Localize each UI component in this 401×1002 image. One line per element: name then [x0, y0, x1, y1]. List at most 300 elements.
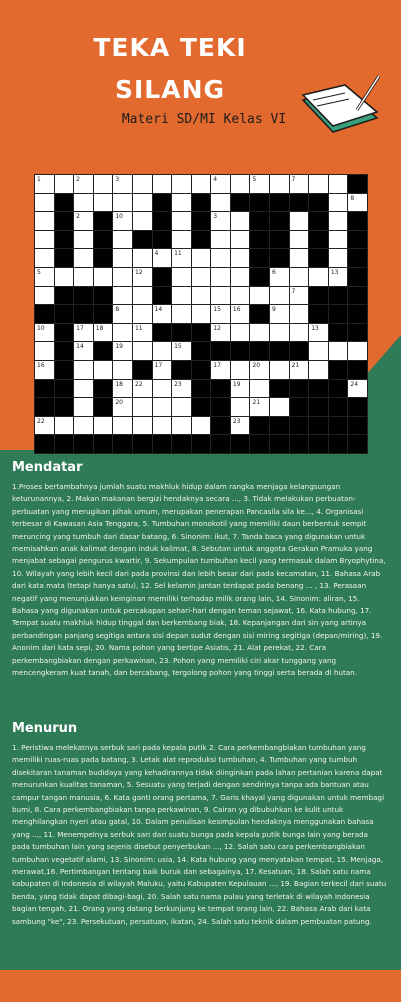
- grid-cell[interactable]: [249, 397, 270, 417]
- grid-cell-black: [54, 230, 75, 250]
- grid-cell[interactable]: [54, 174, 75, 194]
- grid-cell-black: [54, 341, 75, 361]
- clue-number: 16: [37, 362, 45, 369]
- clue-number: 21: [252, 399, 261, 407]
- grid-cell[interactable]: [210, 248, 231, 268]
- grid-cell-black: [93, 379, 114, 399]
- grid-cell[interactable]: [73, 341, 94, 361]
- grid-cell[interactable]: [249, 174, 270, 194]
- grid-cell[interactable]: [230, 304, 251, 324]
- grid-cell[interactable]: [73, 248, 94, 268]
- grid-cell-black: [249, 248, 270, 268]
- grid-cell-black: [347, 360, 368, 380]
- grid-cell-black: [152, 323, 173, 343]
- clue-number: 11: [134, 324, 143, 332]
- grid-cell[interactable]: [249, 360, 270, 380]
- grid-cell-black: [269, 230, 290, 250]
- grid-cell-black: [230, 193, 251, 213]
- grid-cell[interactable]: [289, 174, 310, 194]
- grid-cell-black: [328, 397, 349, 417]
- grid-cell[interactable]: [112, 379, 133, 399]
- grid-cell-black: [171, 360, 192, 380]
- grid-cell-black: [54, 379, 75, 399]
- grid-cell[interactable]: [289, 360, 310, 380]
- grid-cell[interactable]: [289, 304, 310, 324]
- grid-cell[interactable]: [210, 304, 231, 324]
- grid-cell[interactable]: [112, 248, 133, 268]
- grid-cell[interactable]: [73, 360, 94, 380]
- clue-number: 23: [232, 417, 241, 425]
- grid-cell-black: [289, 341, 310, 361]
- clue-number: 15: [213, 306, 221, 314]
- grid-cell[interactable]: [112, 323, 133, 343]
- grid-cell[interactable]: [132, 267, 153, 287]
- grid-cell[interactable]: [230, 286, 251, 306]
- grid-cell[interactable]: [34, 360, 55, 380]
- grid-cell-black: [308, 416, 329, 436]
- grid-cell-black: [328, 416, 349, 436]
- grid-cell-black: [347, 323, 368, 343]
- grid-cell-black: [249, 341, 270, 361]
- grid-cell-black: [347, 416, 368, 436]
- title-line-1: TEKA TEKI: [93, 33, 247, 62]
- grid-cell[interactable]: [93, 360, 114, 380]
- grid-cell-black: [93, 230, 114, 250]
- grid-cell[interactable]: [308, 341, 329, 361]
- grid-cell-black: [328, 304, 349, 324]
- clue-number: 17: [213, 362, 221, 369]
- clue-number: 4: [154, 250, 159, 258]
- grid-cell[interactable]: [152, 248, 173, 268]
- subtitle: Materi SD/MI Kelas VI: [121, 112, 287, 127]
- grid-cell[interactable]: [132, 323, 153, 343]
- grid-cell-black: [249, 434, 270, 454]
- grid-cell[interactable]: [171, 193, 192, 213]
- grid-cell[interactable]: [328, 193, 349, 213]
- grid-cell[interactable]: [191, 248, 212, 268]
- grid-cell-black: [171, 434, 192, 454]
- grid-cell-black: [269, 211, 290, 231]
- grid-cell-black: [308, 193, 329, 213]
- grid-cell-black: [93, 397, 114, 417]
- grid-cell-black: [112, 434, 133, 454]
- grid-cell[interactable]: [132, 211, 153, 231]
- grid-cell-black: [289, 193, 310, 213]
- grid-cell[interactable]: [328, 211, 349, 231]
- clue-number: 18: [115, 380, 123, 388]
- clue-number: 8: [115, 306, 120, 314]
- grid-cell[interactable]: [112, 360, 133, 380]
- grid-cell[interactable]: [112, 341, 133, 361]
- grid-cell-black: [210, 379, 231, 399]
- clue-number: 14: [154, 306, 163, 314]
- clue-number: 16: [232, 306, 241, 314]
- grid-cell[interactable]: [347, 379, 368, 399]
- grid-cell-black: [269, 379, 290, 399]
- grid-cell[interactable]: [152, 304, 173, 324]
- grid-cell[interactable]: [328, 267, 349, 287]
- grid-cell[interactable]: [171, 267, 192, 287]
- grid-cell[interactable]: [34, 193, 55, 213]
- grid-cell[interactable]: [171, 286, 192, 306]
- grid-cell[interactable]: [230, 248, 251, 268]
- grid-cell-black: [347, 248, 368, 268]
- grid-cell-black: [230, 434, 251, 454]
- grid-cell[interactable]: [347, 341, 368, 361]
- grid-cell-black: [328, 434, 349, 454]
- grid-cell[interactable]: [210, 286, 231, 306]
- clue-number: 23: [174, 380, 182, 388]
- mendatar-section: [12, 460, 387, 680]
- grid-cell[interactable]: [34, 211, 55, 231]
- grid-cell-black: [308, 286, 329, 306]
- grid-cell[interactable]: [34, 174, 55, 194]
- grid-cell[interactable]: [289, 267, 310, 287]
- grid-cell[interactable]: [171, 304, 192, 324]
- grid-cell-black: [93, 434, 114, 454]
- grid-cell[interactable]: [132, 416, 153, 436]
- grid-cell[interactable]: [112, 193, 133, 213]
- grid-cell[interactable]: [269, 286, 290, 306]
- grid-cell[interactable]: [152, 379, 173, 399]
- grid-cell-black: [191, 360, 212, 380]
- grid-cell-black: [191, 434, 212, 454]
- grid-cell[interactable]: [112, 267, 133, 287]
- grid-cell-black: [249, 230, 270, 250]
- grid-cell[interactable]: [269, 267, 290, 287]
- grid-cell-black: [73, 286, 94, 306]
- clue-number: 15: [174, 343, 182, 351]
- grid-cell-black: [249, 267, 270, 287]
- grid-cell[interactable]: [132, 248, 153, 268]
- grid-cell[interactable]: [308, 267, 329, 287]
- grid-cell[interactable]: [191, 286, 212, 306]
- grid-cell-black: [308, 397, 329, 417]
- grid-cell[interactable]: [171, 211, 192, 231]
- grid-cell-black: [191, 341, 212, 361]
- grid-cell[interactable]: [54, 416, 75, 436]
- grid-cell[interactable]: [132, 304, 153, 324]
- grid-cell[interactable]: [269, 304, 290, 324]
- grid-cell[interactable]: [93, 193, 114, 213]
- grid-cell-black: [289, 434, 310, 454]
- grid-cell[interactable]: [289, 323, 310, 343]
- grid-cell-black: [347, 397, 368, 417]
- grid-cell[interactable]: [152, 341, 173, 361]
- grid-cell[interactable]: [171, 416, 192, 436]
- grid-cell[interactable]: [249, 286, 270, 306]
- grid-cell[interactable]: [132, 193, 153, 213]
- grid-cell[interactable]: [269, 174, 290, 194]
- grid-cell[interactable]: [73, 267, 94, 287]
- clue-number: 9: [272, 306, 276, 314]
- grid-cell[interactable]: [73, 397, 94, 417]
- grid-cell[interactable]: [269, 323, 290, 343]
- clue-number: 12: [213, 324, 221, 332]
- grid-cell-black: [269, 193, 290, 213]
- grid-cell[interactable]: [93, 267, 114, 287]
- grid-cell[interactable]: [34, 416, 55, 436]
- grid-cell-black: [54, 360, 75, 380]
- grid-cell[interactable]: [34, 248, 55, 268]
- grid-cell[interactable]: [328, 248, 349, 268]
- grid-cell[interactable]: [210, 267, 231, 287]
- clue-number: 11: [174, 250, 182, 258]
- clue-number: 20: [252, 362, 261, 369]
- grid-cell-black: [93, 248, 114, 268]
- grid-cell[interactable]: [230, 360, 251, 380]
- clue-number: 7: [291, 287, 296, 295]
- grid-cell-black: [152, 434, 173, 454]
- grid-cell[interactable]: [171, 230, 192, 250]
- grid-cell[interactable]: [210, 360, 231, 380]
- grid-cell-black: [34, 304, 55, 324]
- grid-cell-black: [54, 193, 75, 213]
- grid-cell-black: [269, 434, 290, 454]
- grid-cell[interactable]: [171, 174, 192, 194]
- crossword-puzzle: [34, 174, 367, 453]
- grid-cell[interactable]: [132, 397, 153, 417]
- grid-cell[interactable]: [132, 341, 153, 361]
- grid-cell-black: [328, 286, 349, 306]
- grid-cell[interactable]: [112, 174, 133, 194]
- grid-cell-black: [152, 193, 173, 213]
- grid-cell-black: [230, 341, 251, 361]
- grid-cell[interactable]: [230, 416, 251, 436]
- clue-number: 10: [37, 324, 45, 332]
- clue-number: 5: [37, 269, 41, 276]
- grid-cell[interactable]: [112, 397, 133, 417]
- grid-cell[interactable]: [34, 230, 55, 250]
- mendatar-title: Mendatar: [12, 460, 83, 475]
- grid-cell-black: [269, 416, 290, 436]
- grid-cell[interactable]: [112, 304, 133, 324]
- clue-number: 19: [115, 343, 123, 351]
- grid-cell[interactable]: [152, 416, 173, 436]
- grid-cell[interactable]: [93, 323, 114, 343]
- grid-cell-black: [34, 434, 55, 454]
- grid-cell[interactable]: [230, 323, 251, 343]
- grid-cell-black: [347, 211, 368, 231]
- grid-cell[interactable]: [171, 397, 192, 417]
- orange-footer-strip: [0, 970, 401, 1000]
- grid-cell-black: [347, 174, 368, 194]
- clue-number: 22: [134, 380, 143, 388]
- grid-cell[interactable]: [269, 360, 290, 380]
- grid-cell[interactable]: [289, 286, 310, 306]
- grid-cell-black: [54, 211, 75, 231]
- clue-number: 10: [115, 213, 123, 221]
- grid-cell[interactable]: [269, 397, 290, 417]
- clue-number: 24: [350, 380, 359, 388]
- clue-number: 17: [76, 324, 84, 332]
- grid-cell-black: [347, 434, 368, 454]
- grid-cell-black: [289, 416, 310, 436]
- grid-cell[interactable]: [210, 230, 231, 250]
- grid-cell[interactable]: [230, 379, 251, 399]
- grid-cell[interactable]: [152, 397, 173, 417]
- grid-cell[interactable]: [230, 174, 251, 194]
- grid-cell-black: [93, 286, 114, 306]
- grid-cell[interactable]: [34, 267, 55, 287]
- grid-cell-black: [73, 304, 94, 324]
- grid-cell[interactable]: [34, 286, 55, 306]
- grid-cell[interactable]: [191, 174, 212, 194]
- grid-cell-black: [210, 416, 231, 436]
- grid-cell[interactable]: [73, 174, 94, 194]
- grid-cell[interactable]: [230, 211, 251, 231]
- grid-cell-black: [191, 379, 212, 399]
- grid-cell[interactable]: [191, 267, 212, 287]
- grid-cell-black: [308, 379, 329, 399]
- menurun-section: [12, 721, 387, 928]
- grid-cell[interactable]: [230, 267, 251, 287]
- grid-cell[interactable]: [132, 174, 153, 194]
- grid-cell-black: [289, 379, 310, 399]
- grid-cell-black: [54, 286, 75, 306]
- grid-cell[interactable]: [112, 286, 133, 306]
- clue-number: 2: [76, 176, 80, 183]
- clue-number: 8: [350, 194, 355, 202]
- grid-cell-black: [210, 397, 231, 417]
- grid-cell[interactable]: [289, 230, 310, 250]
- grid-cell-black: [308, 230, 329, 250]
- grid-cell[interactable]: [328, 341, 349, 361]
- grid-cell[interactable]: [210, 193, 231, 213]
- mendatar-clues: 1.Proses bertambahnya jumlah suatu makhluk hidup dalam rangka menjaga kelangsungan keturunannya, 2. Makan makanan bergizi hendaknya secara ..., 3. Tidak melakukan perbuatan-perbuatan yang merugikan pihak umum, merupakan penerapan Pancasila sila ke..., 4. Organisasi terbesar di Kawasan Asia Tenggara, 5. Tumbuhan monokotil yang memiliki daun berbentuk sempit meruncing yang tumbuh dari dasar batang, 6. Sinonim: ikut, 7. Tanda baca yang digunakan untuk memisahkan anak kalimat dengan induk kalimat, 8. Sebutan untuk anggota Gerakan Pramuka yang menjabat sebagai pengurus kwartir, 9. Sekumpulan tumbuhan kecil yang termasuk dalam Bryophytina, 10. Wilayah yang lebih kecil dari pada provinsi dan lebih besar dari pada kecamatan, 11. Bahasa Arab dari kata mata (tetapi hanya satu), 12. Sel kelamin jantan terdapat pada benang ... , 13. Perasaan negatif yang menunjukkan keinginan memiliki terhadap milik orang lain, 14. Sinonim: aliran, 15. Bahasa yang digunakan untuk percakapan sehari-hari dengan teman sejawat, 16. Kata hubung, 17. Tempat suatu makhluk hidup tinggal dan berkembang biak, 18. Kepanjangan dari sin yang artinya perbandingan panjang segitiga antara sisi depan sudut dengan sisi miring segitiga (depan/miring), 19. Anonim dari kata sepi, 20. Nama pohon yang bertipe Asiatis, 21. Alat perekat, 22. Cara perkembangbiakan dengan perkawinan, 23. Pohon yang memiliki ciri akar tunggang yang mencengkeram kuat tanah, dan bercabang, tergolong pohon yang tinggi serta berada di hutan.: [12, 482, 386, 678]
- grid-cell-black: [347, 304, 368, 324]
- grid-cell[interactable]: [171, 248, 192, 268]
- grid-cell-black: [328, 323, 349, 343]
- clue-number: 13: [311, 324, 319, 332]
- grid-cell[interactable]: [289, 211, 310, 231]
- grid-cell-black: [34, 379, 55, 399]
- grid-cell-black: [249, 416, 270, 436]
- clue-number: 4: [213, 176, 218, 183]
- grid-cell-black: [93, 211, 114, 231]
- grid-cell[interactable]: [347, 193, 368, 213]
- grid-cell[interactable]: [73, 211, 94, 231]
- grid-cell-black: [93, 304, 114, 324]
- grid-cell[interactable]: [132, 286, 153, 306]
- grid-cell[interactable]: [171, 379, 192, 399]
- grid-cell-black: [191, 230, 212, 250]
- grid-cell[interactable]: [210, 174, 231, 194]
- grid-cell[interactable]: [289, 248, 310, 268]
- grid-cell-black: [34, 397, 55, 417]
- grid-cell[interactable]: [210, 323, 231, 343]
- grid-cell-black: [269, 341, 290, 361]
- grid-cell[interactable]: [328, 174, 349, 194]
- grid-cell-black: [191, 397, 212, 417]
- grid-cell-black: [132, 360, 153, 380]
- grid-cell[interactable]: [112, 416, 133, 436]
- clue-number: 14: [76, 343, 84, 351]
- grid-cell[interactable]: [210, 211, 231, 231]
- grid-cell-black: [328, 360, 349, 380]
- grid-cell[interactable]: [230, 397, 251, 417]
- grid-cell-black: [93, 341, 114, 361]
- grid-cell-black: [132, 434, 153, 454]
- grid-cell[interactable]: [93, 174, 114, 194]
- grid-cell-black: [191, 193, 212, 213]
- clue-number: 22: [37, 417, 45, 425]
- grid-cell-black: [308, 434, 329, 454]
- grid-cell[interactable]: [73, 379, 94, 399]
- title-line-2: SILANG: [114, 75, 226, 104]
- grid-cell-black: [152, 230, 173, 250]
- clue-number: 12: [134, 269, 143, 276]
- grid-cell-black: [210, 434, 231, 454]
- grid-cell[interactable]: [112, 230, 133, 250]
- clue-number: 13: [330, 269, 339, 276]
- grid-cell[interactable]: [328, 230, 349, 250]
- grid-cell[interactable]: [152, 174, 173, 194]
- menurun-clues: 1. Peristiwa melekatnya serbuk sari pada kepala putik 2. Cara perkembangbiakan tumbuhan yang memiliki ruas-ruas pada batang, 3. Letak alat reproduksi tumbuhan, 4. Tumbuhan yang tumbuh disekitaran tanaman budidaya yang kehadirannya tidak diinginkan pada lahan pertanian karena dapat menurunkan kualitas tanaman, 5. Sesuatu yang terjadi dengan sendirinya tanpa ada bantuan atau campur tangan manusia, 6. Kata ganti orang pertama, 7. Garis khayal yang digunakan untuk membagi bumi, 8. Cara perkembangbiakan tanpa perkawinan, 9. Cairan yg dibubuhkan ke kulit untuk menghilangkan nyeri atau gatal, 10. Dalam penulisan kesimpulan hendaknya menggunakan bahasa yang ..., 11. Menempelnya serbuk sari dari suatu bunga pada kepala putik bunga lain yang berada pada tumbuhan lain yang sejenis disebut penyerbukan ..., 12. Salah satu cara perkembangbiakan tumbuhan vegetatif alami, 13. Sinonim: usia, 14. Kata hubung yang menyatakan tempat, 15. Menjaga, merawat,16. Pertimbangan tentang baik buruk dan sebagainya, 17. Kesatuan, 18. Salah satu nama kabupaten di Indonesia di wilayah Maluku, yaitu Kabupaten Kepulauan ..., 19. Bagian terkecil dari suatu benda, yang tidak dapat dibagi-bagi, 20. Salah satu nama pulau yang terletak di wilayah Indonesia bagian tengah, 21. Orang yang datang berkunjung ke tempat orang lain, 22. Bahasa Arab dari kata sambung "ke", 23. Persekutuan, persatuan, ikatan, 24. Salah satu teknik dalam pembuatan patung.: [12, 743, 387, 926]
- clue-number: 21: [291, 362, 300, 369]
- grid-cell[interactable]: [73, 230, 94, 250]
- clue-number: 6: [272, 269, 276, 276]
- grid-cell[interactable]: [152, 360, 173, 380]
- grid-cell[interactable]: [308, 174, 329, 194]
- grid-cell-black: [132, 230, 153, 250]
- clue-number: 19: [232, 380, 241, 388]
- grid-cell[interactable]: [171, 341, 192, 361]
- grid-cell[interactable]: [73, 416, 94, 436]
- grid-cell[interactable]: [191, 416, 212, 436]
- clue-number: 3: [115, 176, 120, 183]
- grid-cell[interactable]: [112, 211, 133, 231]
- clue-number: 20: [115, 399, 123, 407]
- grid-cell-black: [308, 304, 329, 324]
- clue-number: 2: [76, 213, 80, 221]
- clue-number: 17: [154, 362, 163, 369]
- grid-cell[interactable]: [132, 379, 153, 399]
- grid-cell[interactable]: [73, 323, 94, 343]
- grid-cell-black: [171, 323, 192, 343]
- grid-cell-black: [210, 341, 231, 361]
- grid-cell[interactable]: [73, 193, 94, 213]
- grid-cell-black: [308, 211, 329, 231]
- clue-number: 3: [213, 213, 218, 221]
- grid-cell[interactable]: [230, 230, 251, 250]
- grid-cell[interactable]: [93, 416, 114, 436]
- grid-cell[interactable]: [249, 379, 270, 399]
- grid-cell-black: [191, 211, 212, 231]
- grid-cell[interactable]: [54, 267, 75, 287]
- grid-cell-black: [347, 286, 368, 306]
- header: [0, 0, 401, 175]
- grid-cell-black: [269, 248, 290, 268]
- grid-cell-black: [54, 248, 75, 268]
- grid-cell-black: [289, 397, 310, 417]
- grid-cell-black: [347, 230, 368, 250]
- menurun-title: Menurun: [12, 721, 78, 736]
- grid-cell-black: [152, 211, 173, 231]
- grid-cell-black: [54, 434, 75, 454]
- grid-cell[interactable]: [191, 304, 212, 324]
- grid-cell[interactable]: [34, 341, 55, 361]
- grid-cell[interactable]: [308, 360, 329, 380]
- clue-number: 1: [37, 176, 41, 183]
- grid-cell[interactable]: [308, 323, 329, 343]
- grid-cell-black: [152, 286, 173, 306]
- grid-cell[interactable]: [249, 323, 270, 343]
- clue-number: 7: [291, 176, 296, 183]
- grid-cell-black: [347, 267, 368, 287]
- grid-cell[interactable]: [34, 323, 55, 343]
- grid-cell-black: [54, 323, 75, 343]
